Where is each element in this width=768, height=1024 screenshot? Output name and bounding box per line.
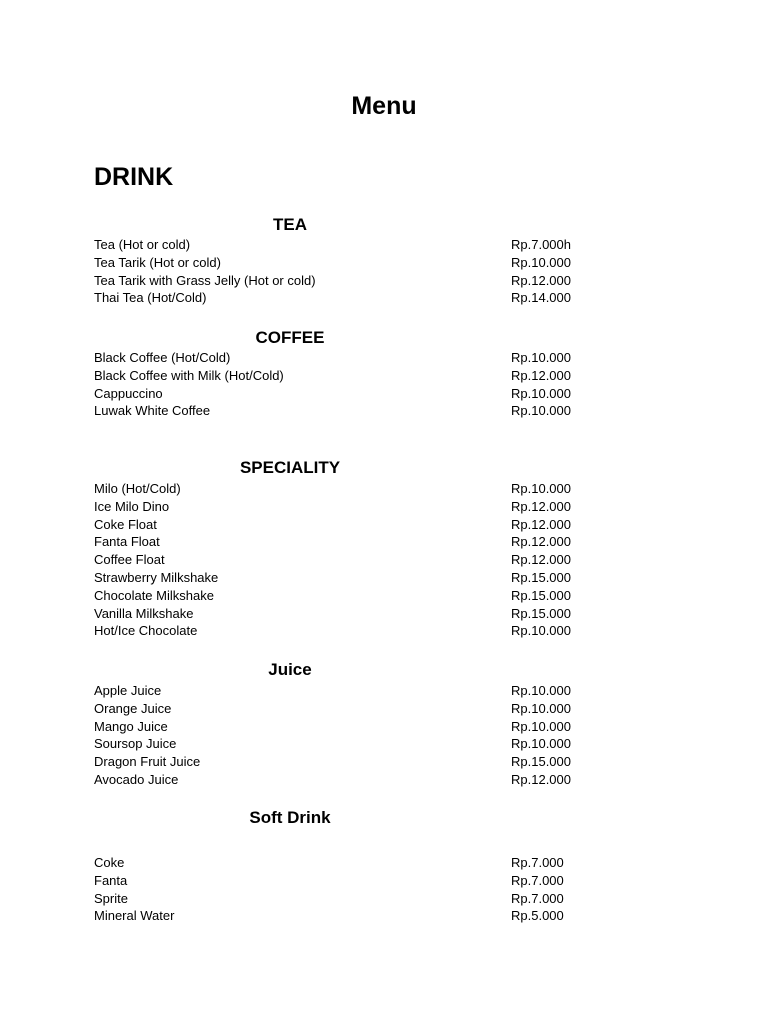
- item-name: Apple Juice: [94, 683, 162, 698]
- menu-item: [94, 402, 576, 420]
- item-name: Ice Milo Dino: [94, 498, 170, 514]
- menu-item: [94, 622, 576, 640]
- menu-item: [94, 682, 576, 700]
- item-name: Mango Juice: [94, 718, 168, 734]
- item-name: Fanta: [94, 872, 128, 888]
- item-price: Rp.14.000: [511, 290, 571, 306]
- menu-item: [94, 854, 576, 872]
- menu-item: [94, 569, 576, 587]
- menu-item: [94, 516, 576, 534]
- item-price: Rp.10.000: [511, 736, 571, 752]
- menu-item: [94, 605, 576, 623]
- menu-item: [94, 367, 576, 385]
- item-price: Rp.12.000: [511, 498, 571, 514]
- item-price: Rp.12.000: [511, 272, 571, 288]
- menu-item: [94, 587, 576, 605]
- item-price: Rp.10.000: [511, 403, 571, 419]
- section-heading: TEA: [273, 215, 307, 234]
- item-price: Rp.10.000: [511, 481, 571, 496]
- item-price: Rp.10.000: [511, 254, 571, 270]
- item-list: [94, 236, 576, 307]
- menu-item: [94, 551, 576, 569]
- menu-item: [94, 385, 576, 403]
- menu-item: [94, 753, 576, 771]
- item-price: Rp.7.000: [511, 872, 564, 888]
- menu-item: [94, 771, 576, 789]
- item-name: Black Coffee with Milk (Hot/Cold): [94, 367, 284, 383]
- drink-heading: DRINK: [94, 163, 174, 191]
- menu-item: [94, 480, 576, 498]
- item-price: Rp.15.000: [511, 587, 571, 603]
- item-name: Dragon Fruit Juice: [94, 754, 201, 770]
- item-name: Coffee Float: [94, 552, 165, 568]
- section-heading: Juice: [268, 660, 312, 679]
- item-list: [94, 854, 576, 925]
- item-list: [94, 480, 576, 640]
- menu-item: [94, 349, 576, 367]
- item-price: Rp.5.000: [511, 908, 564, 924]
- item-name: Fanta Float: [94, 534, 160, 550]
- item-name: Hot/Ice Chocolate: [94, 623, 198, 639]
- item-name: Tea (Hot or cold): [94, 237, 191, 252]
- menu-item: [94, 872, 576, 890]
- menu-item: [94, 498, 576, 516]
- item-list: [94, 682, 576, 789]
- item-price: Rp.10.000: [511, 385, 571, 401]
- item-price: Rp.10.000: [511, 700, 571, 716]
- item-name: Vanilla Milkshake: [94, 605, 194, 621]
- menu-item: [94, 700, 576, 718]
- page-title: Menu: [351, 92, 417, 120]
- item-name: Sprite: [94, 890, 128, 906]
- item-name: Avocado Juice: [94, 771, 179, 787]
- item-price: Rp.15.000: [511, 569, 571, 585]
- section-heading: SPECIALITY: [239, 458, 341, 477]
- item-name: Chocolate Milkshake: [94, 587, 214, 603]
- item-name: Milo (Hot/Cold): [94, 481, 181, 496]
- menu-item: [94, 272, 576, 290]
- item-price: Rp.7.000h: [511, 237, 571, 252]
- item-price: Rp.7.000: [511, 855, 564, 870]
- item-name: Thai Tea (Hot/Cold): [94, 290, 207, 306]
- item-price: Rp.10.000: [511, 350, 571, 365]
- item-name: Black Coffee (Hot/Cold): [94, 350, 231, 365]
- item-price: Rp.7.000: [511, 890, 564, 906]
- menu-item: [94, 254, 576, 272]
- menu-item: [94, 533, 576, 551]
- menu-item: [94, 289, 576, 307]
- menu-item: [94, 890, 576, 908]
- item-price: Rp.12.000: [511, 367, 571, 383]
- menu-item: [94, 735, 576, 753]
- item-list: [94, 349, 576, 420]
- item-name: Strawberry Milkshake: [94, 569, 219, 585]
- item-price: Rp.12.000: [511, 534, 571, 550]
- item-name: Orange Juice: [94, 700, 172, 716]
- item-price: Rp.15.000: [511, 754, 571, 770]
- item-name: Mineral Water: [94, 908, 175, 924]
- item-name: Tea Tarik with Grass Jelly (Hot or cold): [94, 272, 316, 288]
- item-price: Rp.10.000: [511, 718, 571, 734]
- menu-item: [94, 907, 576, 925]
- item-price: Rp.15.000: [511, 605, 571, 621]
- item-name: Coke: [94, 855, 125, 870]
- item-price: Rp.12.000: [511, 552, 571, 568]
- item-name: Soursop Juice: [94, 736, 177, 752]
- item-price: Rp.10.000: [511, 683, 571, 698]
- section-heading: Soft Drink: [249, 808, 331, 827]
- menu-item: [94, 718, 576, 736]
- menu-item: [94, 236, 576, 254]
- item-price: Rp.12.000: [511, 771, 571, 787]
- item-name: Luwak White Coffee: [94, 403, 211, 419]
- section-heading: COFFEE: [255, 328, 325, 347]
- item-name: Coke Float: [94, 516, 157, 532]
- item-price: Rp.10.000: [511, 623, 571, 639]
- item-price: Rp.12.000: [511, 516, 571, 532]
- item-name: Cappuccino: [94, 385, 163, 401]
- item-name: Tea Tarik (Hot or cold): [94, 254, 221, 270]
